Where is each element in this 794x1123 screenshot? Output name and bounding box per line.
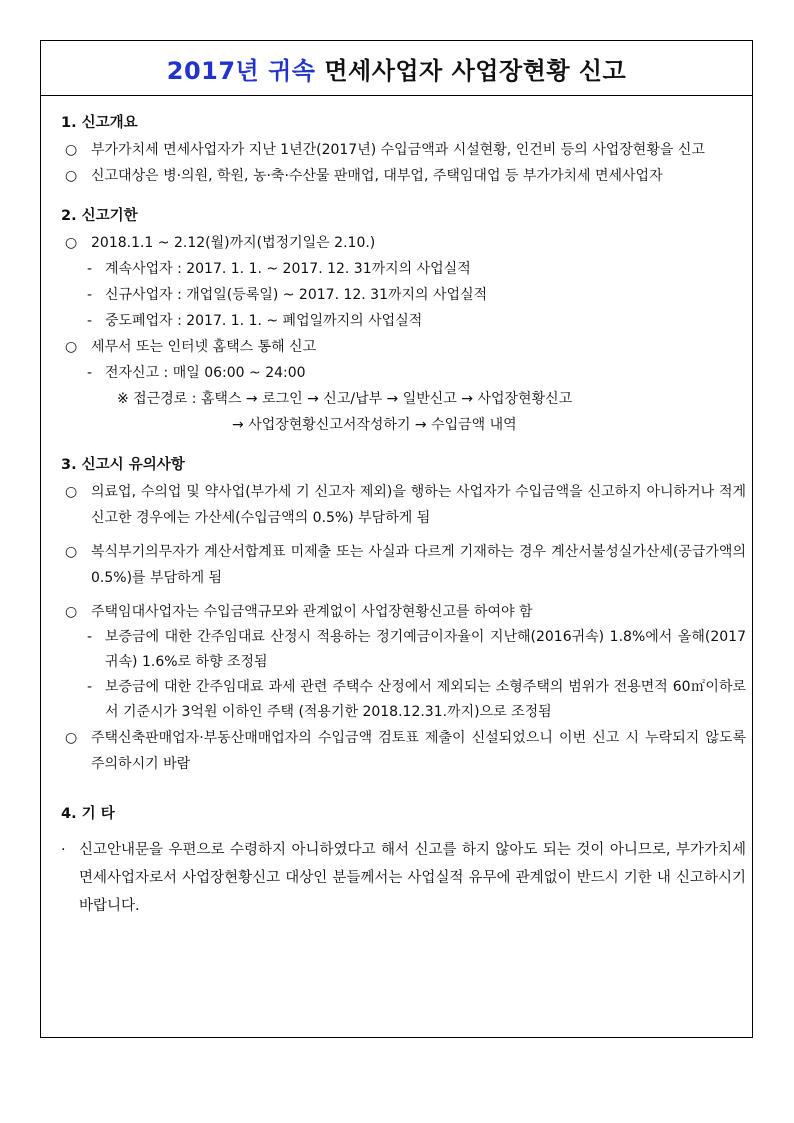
page-title: [167, 51, 627, 86]
dash-bullet-icon: -: [87, 313, 93, 329]
section-2-heading: 2. 신고기한: [61, 208, 138, 224]
s2-period-text: 2018.1.1 ~ 2.12(월)까지(법정기일은 2.10.): [91, 235, 376, 251]
s2-route-line-2: → 사업장현황신고서작성하기 → 수입금액 내역: [232, 417, 517, 433]
s2-route-note: [61, 386, 746, 438]
s3-item-1-text: 의료업, 수의업 및 약사업(부가세 기 신고자 제외)을 행하는 사업자가 수입금액을 신고하지 아니하거나 적게 신고한 경우에는 가산세(수입금액의 0.5%) 부담하게 됨: [91, 484, 746, 526]
circle-bullet-icon: ○: [65, 235, 78, 251]
s1-item-1-text: 부가가치세 면세사업자가 지난 1년간(2017년) 수입금액과 시설현황, 인건비 등의 사업장현황을 신고: [91, 142, 705, 158]
s3-item-1: [61, 479, 746, 531]
s2-sub-1: [61, 256, 746, 282]
s3-item-3-text: 주택임대사업자는 수입금액규모와 관계없이 사업장현황신고를 하여야 함: [91, 604, 533, 620]
s2-sub-2-text: 신규사업자 : 개업일(등록일) ~ 2017. 12. 31까지의 사업실적: [105, 287, 488, 303]
s3-item-2: [61, 539, 746, 591]
dot-bullet-icon: ·: [61, 842, 66, 858]
s1-item-2-text: 신고대상은 병·의원, 학원, 농·축·수산물 판매업, 대부업, 주택임대업 등 부가가치세 면세사업자: [91, 168, 663, 184]
notice-content: [41, 96, 752, 920]
s2-method-text: 세무서 또는 인터넷 홈택스 통해 신고: [91, 339, 317, 355]
title-accent: 2017년 귀속: [166, 56, 316, 85]
circle-bullet-icon: ○: [65, 484, 78, 500]
s1-item-2: [61, 163, 746, 189]
s3-item-3-sub-2-text: 보증금에 대한 간주임대료 과세 관련 주택수 산정에서 제외되는 소형주택의 범위가 전용면적 60㎡이하로서 기준시가 3억원 이하인 주택 (적용기한 2018.12.31.까지)으로 조정됨: [105, 679, 746, 720]
section-4-heading: 4. 기 타: [61, 806, 115, 822]
s2-sub-1-text: 계속사업자 : 2017. 1. 1. ~ 2017. 12. 31까지의 사업실적: [105, 261, 471, 277]
circle-bullet-icon: ○: [65, 604, 78, 620]
s3-item-3-sub-1-text: 보증금에 대한 간주임대료 산정시 적용하는 정기예금이자율이 지난해(2016귀속) 1.8%에서 올해(2017귀속) 1.6%로 하향 조정됨: [105, 629, 746, 670]
section-3-heading: 3. 신고시 유의사항: [61, 457, 185, 473]
s3-item-2-text: 복식부기의무자가 계산서합계표 미제출 또는 사실과 다르게 기재하는 경우 계산서불성실가산세(공급가액의 0.5%)를 부담하게 됨: [91, 544, 746, 586]
s2-period: [61, 230, 746, 256]
s3-item-3: [61, 599, 746, 625]
s2-e-filing: [61, 360, 746, 386]
s2-sub-3-text: 중도폐업자 : 2017. 1. 1. ~ 폐업일까지의 사업실적: [105, 313, 423, 329]
s2-sub-2: [61, 282, 746, 308]
circle-bullet-icon: ○: [65, 168, 78, 184]
dash-bullet-icon: -: [87, 679, 93, 695]
dash-bullet-icon: -: [87, 261, 93, 277]
s4-text-block: [61, 836, 746, 920]
s2-sub-3: [61, 308, 746, 334]
s3-item-3-sub-2: [61, 675, 746, 725]
s1-item-1: [61, 137, 746, 163]
circle-bullet-icon: ○: [65, 142, 78, 158]
circle-bullet-icon: ○: [65, 544, 78, 560]
s4-text: 신고안내문을 우편으로 수령하지 아니하였다고 해서 신고를 하지 않아도 되는 것이 아니므로, 부가가치세 면세사업자로서 사업장현황신고 대상인 분들께서는 사업실적 유무에 관계없이 반드시 기한 내 신고하시기 바랍니다.: [79, 842, 746, 914]
dash-bullet-icon: -: [87, 365, 93, 381]
title-rest: 면세사업자 사업장현황 신고: [315, 56, 627, 85]
s2-method: [61, 334, 746, 360]
circle-bullet-icon: ○: [65, 730, 78, 746]
s2-route-line-1: ※ 접근경로 : 홈택스 → 로그인 → 신고/납부 → 일반신고 → 사업장현황신고: [117, 391, 573, 407]
s2-e-filing-text: 전자신고 : 매일 06:00 ~ 24:00: [105, 365, 306, 381]
notice-frame: [40, 40, 753, 1038]
dash-bullet-icon: -: [87, 629, 93, 645]
title-row: [41, 41, 752, 96]
dash-bullet-icon: -: [87, 287, 93, 303]
circle-bullet-icon: ○: [65, 339, 78, 355]
section-1-heading: 1. 신고개요: [61, 115, 138, 131]
s3-item-4-text: 주택신축판매업자·부동산매매업자의 수입금액 검토표 제출이 신설되었으니 이번 신고 시 누락되지 않도록 주의하시기 바람: [91, 730, 746, 772]
s3-item-4: [61, 725, 746, 777]
s3-item-3-sub-1: [61, 625, 746, 675]
